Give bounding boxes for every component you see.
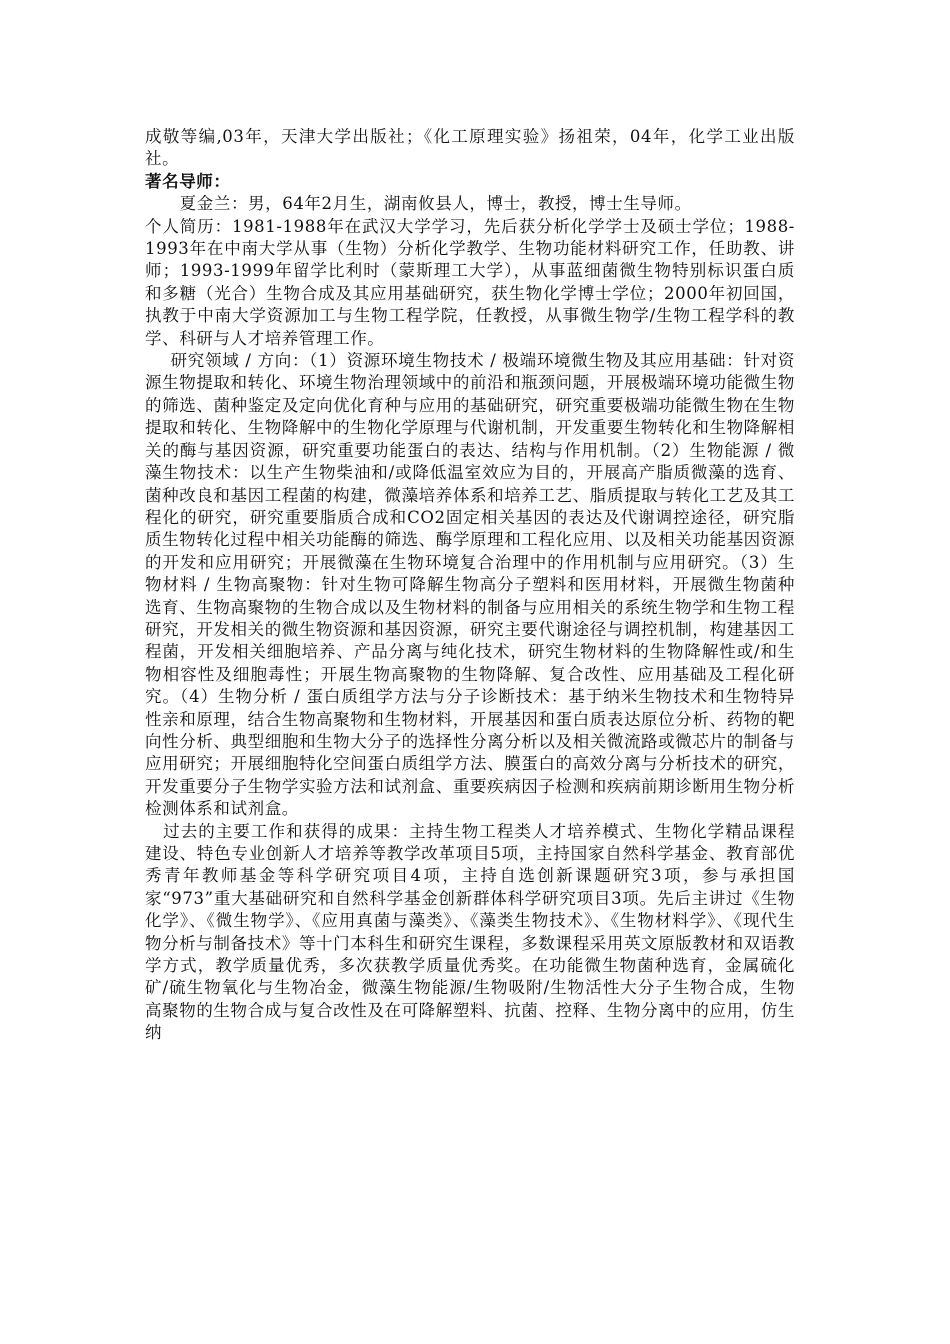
continuation-paragraph: 成敬等编,03年，天津大学出版社；《化工原理实验》扬祖荣，04年，化学工业出版社。 (145, 127, 795, 169)
achievements-paragraph: 过去的主要工作和获得的成果：主持生物工程类人才培养模式、生物化学精品课程建设、特色专业创新人才培养等教学改革项目5项，主持国家自然科学基金、教育部优秀青年教师基金等科学研究项目4项，主持自选创新课题研究3项，参与承担国家“973”重大基础研究和自然科学基金创新群体科学研究项目3项。先后主讲过《生物化学》、《微生物学》、《应用真菌与藻类》、《藻类生物技术》、《生物材料学》、《现代生物分析与制备技术》等十门本科生和研究生课程，多数课程采用英文原版教材和双语教学方式，教学质量优秀，多次获教学质量优秀奖。在功能微生物菌种选育，金属硫化矿/硫生物氧化与生物冶金，微藻生物能源/生物吸附/生物活性大分子生物合成，生物高聚物的生物合成与复合改性及在可降解塑料、抗菌、控释、生物分离中的应用，仿生纳 (145, 821, 795, 1043)
resume-paragraph: 个人简历：1981-1988年在武汉大学学习，先后获分析化学学士及硕士学位；1988-1993年在中南大学从事（生物）分析化学教学、生物功能材料研究工作，任助教、讲师；1993-1999年留学比利时（蒙斯理工大学），从事蓝细菌微生物特别标识蛋白质和多糖（光合）生物合成及其应用基础研究，获生物化学博士学位；2000年初回国，执教于中南大学资源加工与生物工程学院，任教授，从事微生物学/生物工程学科的教学、科研与人才培养管理工作。 (145, 216, 795, 348)
mentor-intro-paragraph: 夏金兰：男，64年2月生，湖南攸县人，博士，教授，博士生导师。 (179, 194, 692, 214)
document-page (145, 126, 795, 1045)
section-heading: 著名导师： (145, 171, 231, 191)
research-fields-paragraph: 研究领域 / 方向：（1）资源环境生物技术 / 极端环境微生物及其应用基础：针对资源生物提取和转化、环境生物治理领域中的前沿和瓶颈问题，开展极端环境功能微生物的筛选、菌种鉴定及定向优化育种与应用的基础研究，研究重要极端功能微生物在生物提取和转化、生物降解中的生物化学原理与代谢机制，开发重要生物转化和生物降解相关的酶与基因资源，研究重要功能蛋白的表达、结构与作用机制。（2）生物能源 / 微藻生物技术：以生产生物柴油和/或降低温室效应为目的，开展高产脂质微藻的选育、菌种改良和基因工程菌的构建，微藻培养体系和培养工艺、脂质提取与转化工艺及其工程化的研究，研究重要脂质合成和CO2固定相关基因的表达及代谢调控途径，研究脂质生物转化过程中相关功能酶的筛选、酶学原理和工程化应用、以及相关功能基因资源的开发和应用研究；开展微藻在生物环境复合治理中的作用机制与应用研究。（3）生物材料 / 生物高聚物：针对生物可降解生物高分子塑料和医用材料，开展微生物菌种选育、生物高聚物的生物合成以及生物材料的制备与应用相关的系统生物学和生物工程研究，开发相关的微生物资源和基因资源，研究主要代谢途径与调控机制，构建基因工程菌，开发相关细胞培养、产品分离与纯化技术，研究生物材料的生物降解性或/和生物相容性及细胞毒性；开展生物高聚物的生物降解、复合改性、应用基础及工程化研究。（4）生物分析 / 蛋白质组学方法与分子诊断技术：基于纳米生物技术和生物特异性亲和原理，结合生物高聚物和生物材料，开展基因和蛋白质表达原位分析、药物的靶向性分析、典型细胞和生物大分子的选择性分离分析以及相关微流路或微芯片的制备与应用研究；开展细胞特化空间蛋白质组学方法、膜蛋白的高效分离与分析技术的研究，开发重要分子生物学实验方法和试剂盒、重要疾病因子检测和疾病前期诊断用生物分析检测体系和试剂盒。 (145, 351, 795, 819)
